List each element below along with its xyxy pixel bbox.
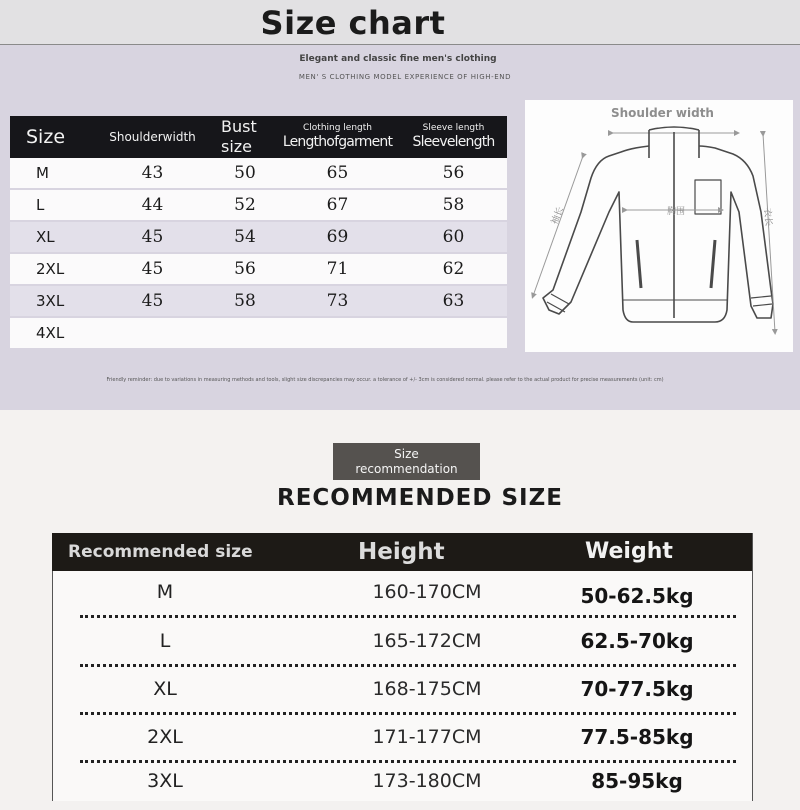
header-bust-size (215, 116, 275, 158)
row-divider (80, 712, 736, 715)
shoulder-cell: 43 (90, 158, 215, 189)
size-cell: 4XL (10, 317, 90, 349)
size-row (10, 221, 507, 253)
rec-size: L (159, 630, 171, 652)
chest-label: 胸围 (667, 207, 686, 217)
shoulder-cell: 45 (90, 221, 215, 253)
size-row (10, 253, 507, 285)
header-sleeve-big: Sleevelength (412, 134, 495, 150)
header-weight: Weight (585, 539, 673, 564)
header-bust-line2: size (221, 137, 253, 156)
sleeve-cell: 60 (400, 221, 507, 253)
shoulder-cell: 45 (90, 285, 215, 317)
size-cell: L (10, 189, 90, 221)
rec-weight: 50-62.5kg (580, 584, 694, 608)
badge-line1: Size (394, 447, 419, 461)
rec-height: 160-170CM (372, 581, 482, 603)
badge-line2: recommendation (355, 462, 458, 476)
header-sleeve-small: Sleeve length (422, 123, 485, 133)
length-cell: 73 (275, 285, 400, 317)
bust-cell: 58 (215, 285, 275, 317)
shoulder-width-label: Shoulder width (611, 106, 714, 120)
rec-weight: 85-95kg (591, 769, 683, 793)
header-height: Height (358, 539, 445, 565)
size-cell: M (10, 158, 90, 189)
sleeve-cell: 63 (400, 285, 507, 317)
header-length-small: Clothing length (303, 123, 372, 133)
recommendation-row (52, 717, 752, 766)
size-recommendation-badge (333, 443, 480, 480)
header-bust-line1: Bust (221, 117, 257, 136)
row-divider (80, 615, 736, 618)
length-arrow (763, 134, 775, 332)
header-recommended-size: Recommended size (68, 542, 253, 562)
row-divider (80, 664, 736, 667)
size-row (10, 189, 507, 221)
bust-cell (215, 317, 275, 349)
size-cell: XL (10, 221, 90, 253)
rec-size: M (156, 581, 174, 603)
recommended-size-title: RECOMMENDED SIZE (276, 485, 563, 511)
recommendation-table-header (52, 533, 752, 571)
shoulder-cell: 44 (90, 189, 215, 221)
length-cell: 69 (275, 221, 400, 253)
rec-weight: 62.5-70kg (580, 629, 694, 653)
length-cell: 65 (275, 158, 400, 189)
header-clothing-length (275, 116, 400, 158)
size-row (10, 158, 507, 189)
size-table-header (10, 116, 507, 158)
rec-weight: 77.5-85kg (580, 725, 694, 749)
rec-height: 168-175CM (372, 678, 482, 700)
page-tagline: MEN' S CLOTHING MODEL EXPERIENCE OF HIGH-END (298, 73, 512, 81)
shoulder-cell (90, 317, 215, 349)
measurement-reminder: Friendly reminder: due to variations in measuring methods and tools, slight size discrepancies may occur. a tolerance of +/- 3cm is considered normal. please refer to the actual product for precise measurements (unit: cm) (106, 377, 664, 383)
size-table (10, 116, 507, 350)
rec-height: 165-172CM (372, 630, 482, 652)
length-cell (275, 317, 400, 349)
recommendation-row (52, 621, 752, 670)
jacket-sketch (525, 100, 793, 352)
sleeve-cell: 58 (400, 189, 507, 221)
size-row (10, 317, 507, 349)
header-size: Size (10, 116, 90, 158)
sleeve-cell: 62 (400, 253, 507, 285)
recommendation-row (52, 761, 752, 810)
length-cell: 71 (275, 253, 400, 285)
rec-weight: 70-77.5kg (580, 677, 694, 701)
recommendation-row (52, 669, 752, 718)
rec-height: 171-177CM (372, 726, 482, 748)
length-cell: 67 (275, 189, 400, 221)
size-cell: 2XL (10, 253, 90, 285)
sleeve-cell (400, 317, 507, 349)
header-length-big: Lengthofgarment (282, 134, 393, 150)
bust-cell: 52 (215, 189, 275, 221)
recommendation-row (52, 572, 752, 621)
bust-cell: 56 (215, 253, 275, 285)
jacket-measurement-diagram (525, 100, 793, 352)
header-sleeve-length (400, 116, 507, 158)
length-label: 衣长 (761, 207, 774, 227)
page-title: Size chart (260, 4, 446, 42)
rec-size: 3XL (147, 770, 183, 792)
bust-cell: 54 (215, 221, 275, 253)
header-shoulder-width: Shoulderwidth (90, 116, 215, 158)
size-row (10, 285, 507, 317)
page-subtitle: Elegant and classic fine men's clothing (299, 54, 497, 64)
shoulder-cell: 45 (90, 253, 215, 285)
sleeve-label: 袖长 (549, 205, 566, 227)
rec-size: XL (153, 678, 177, 700)
bust-cell: 50 (215, 158, 275, 189)
rec-size: 2XL (147, 726, 183, 748)
sleeve-cell: 56 (400, 158, 507, 189)
size-cell: 3XL (10, 285, 90, 317)
rec-height: 173-180CM (372, 770, 482, 792)
jacket-outline (543, 127, 773, 322)
